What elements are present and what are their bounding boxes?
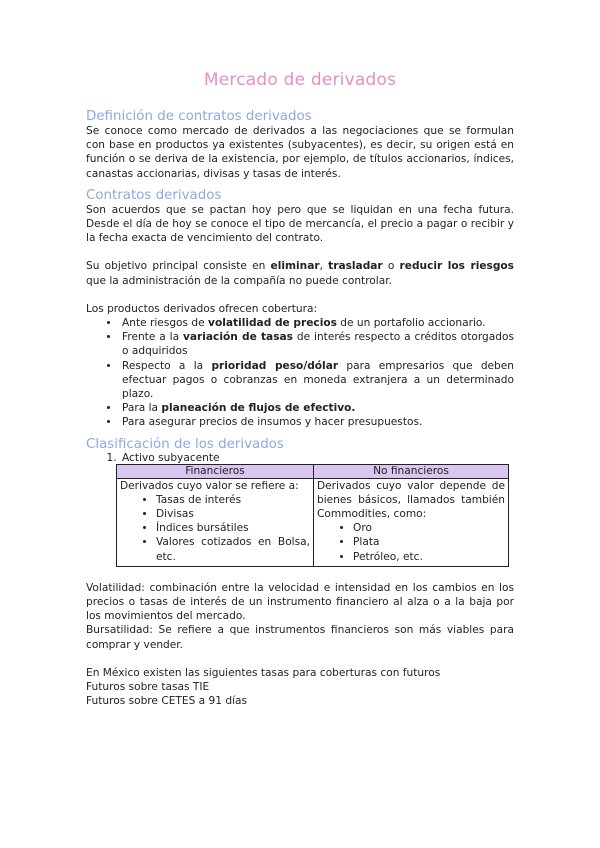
line-futuros-tie: Futuros sobre tasas TIE xyxy=(86,681,210,694)
text-segment: Para asegurar precios de insumos y hacer presupuestos. xyxy=(122,416,423,429)
line-futuros-cetes: Futuros sobre CETES a 91 días xyxy=(86,695,248,708)
document-page xyxy=(86,70,514,709)
numbered-list xyxy=(86,452,514,464)
list-item-activo-subyacente: 1. Activo subyacente xyxy=(120,452,514,464)
list-item: • Petróleo, etc. xyxy=(353,550,505,564)
paragraph-volatilidad: Volatilidad: combinación entre la velocidad e intensidad en los cambios en los precios o tasas de interés de un instrumento financiero al alza o a la baja por los movimientos del mercado. xyxy=(86,581,514,623)
list-item: • Índices bursátiles xyxy=(156,521,310,535)
list-item xyxy=(120,359,514,402)
bold-eliminar: eliminar xyxy=(270,260,320,273)
cell-text: Derivados cuyo valor depende de bienes básicos, llamados también Commodities, como: xyxy=(317,479,505,521)
table-header-financieros: Financieros xyxy=(117,464,314,478)
bold-segment: volatilidad de precios xyxy=(208,317,337,330)
text-segment: , xyxy=(319,260,329,273)
text-segment: Frente a la xyxy=(122,331,183,344)
cell-list xyxy=(317,521,505,564)
text-segment: Su objetivo principal consiste en xyxy=(86,260,271,273)
list-item xyxy=(120,415,514,429)
heading-definicion: Definición de contratos derivados xyxy=(86,109,312,124)
table-cell-financieros xyxy=(117,478,314,566)
paragraph-mexico: En México existen las siguientes tasas para coberturas con futuros xyxy=(86,666,441,679)
text-segment: que la administración de la compañía no puede controlar. xyxy=(86,274,392,287)
list-item xyxy=(120,330,514,358)
list-item: • Plata xyxy=(353,535,505,549)
bold-trasladar: trasladar xyxy=(328,260,383,273)
bold-segment: prioridad peso/dólar xyxy=(211,359,339,372)
paragraph-contratos: Son acuerdos que se pactan hoy pero que se liquidan en una fecha futura. Desde el día de hoy se conoce el tipo de mercancía, el precio a pagar o recibir y la fecha exacta de vencimiento del contrato. xyxy=(86,203,514,245)
bold-segment: variación de tasas xyxy=(182,331,293,344)
paragraph-bursatilidad: Bursatilidad: Se refiere a que instrumentos financieros son más viables para comprar y vender. xyxy=(86,624,514,651)
text-segment: o xyxy=(382,260,400,273)
paragraph-cobertura: Los productos derivados ofrecen cobertura: xyxy=(86,302,318,315)
paragraph-definicion: Se conoce como mercado de derivados a las negociaciones que se formulan con base en productos ya existentes (subyacentes), es decir, su origen está en función o se deriva de la existencia, por ejemplo, de títulos accionarios, índices, canastas accionarias, divisas y tasas de interés. xyxy=(86,125,514,180)
coverage-list xyxy=(86,316,514,430)
text-segment: Ante riesgos de xyxy=(122,317,209,330)
list-item xyxy=(120,316,514,330)
cell-text: Derivados cuyo valor se refiere a: xyxy=(120,479,299,492)
heading-contratos: Contratos derivados xyxy=(86,187,222,203)
text-segment: para empresarios que deben efectuar pagos o cobranzas en moneda extranjera a un determinado plazo. xyxy=(122,359,515,401)
cell-list xyxy=(120,493,310,564)
list-item: • Divisas xyxy=(156,507,310,521)
page-title: Mercado de derivados xyxy=(203,70,397,90)
table-row xyxy=(117,478,509,566)
text-segment: Respecto a la xyxy=(122,359,212,372)
text-segment: de interés respecto a créditos otorgados o adquiridos xyxy=(122,331,514,358)
list-item: • Oro xyxy=(353,521,505,535)
table-header-row xyxy=(117,464,509,478)
bold-reducir: reducir los riesgos xyxy=(399,260,514,273)
heading-clasificacion: Clasificación de los derivados xyxy=(86,436,284,452)
paragraph-objetivo xyxy=(86,259,514,287)
table-cell-no-financieros xyxy=(314,478,509,566)
list-item: • Tasas de interés xyxy=(156,493,310,507)
list-item xyxy=(120,401,514,415)
text-segment: de un portafolio accionario. xyxy=(336,317,486,330)
text-segment: Para la xyxy=(122,402,162,415)
bold-segment: planeación de flujos de efectivo. xyxy=(161,402,356,415)
table-header-no-financieros: No financieros xyxy=(314,464,509,478)
classification-table xyxy=(116,464,509,567)
list-item: • Valores cotizados en Bolsa, etc. xyxy=(156,535,310,563)
